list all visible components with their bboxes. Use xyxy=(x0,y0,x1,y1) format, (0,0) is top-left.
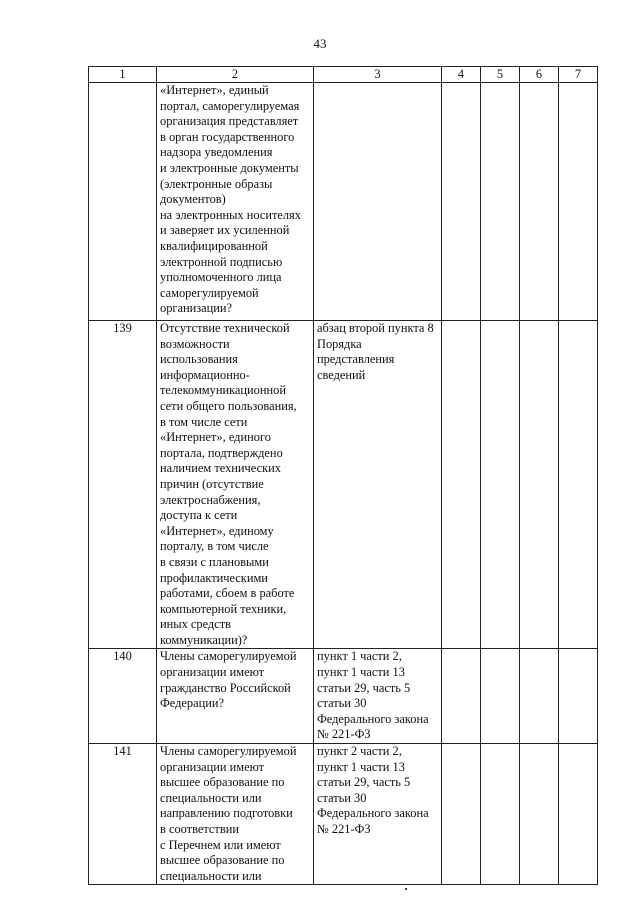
header-cell-3: 3 xyxy=(314,67,442,83)
answer-cell xyxy=(442,744,481,885)
answer-cell xyxy=(520,744,559,885)
answer-cell xyxy=(442,83,481,321)
answer-cell xyxy=(442,649,481,744)
question-cell: «Интернет», единый портал, саморегулируемая организация представляет в орган государственного надзора уведомления и электронные документы (электронные образы документов) на электронных носителях и заверяет их усиленной квалифицированной электронной подписью уполномоченного лица саморегулируемой организации? xyxy=(157,83,314,321)
header-row xyxy=(89,67,598,83)
checklist-table xyxy=(88,66,598,885)
answer-cell xyxy=(481,649,520,744)
row-number: 139 xyxy=(89,321,157,649)
header-cell-6: 6 xyxy=(520,67,559,83)
header-cell-5: 5 xyxy=(481,67,520,83)
answer-cell xyxy=(559,83,598,321)
answer-cell xyxy=(442,321,481,649)
answer-cell xyxy=(481,744,520,885)
table-row xyxy=(89,744,598,885)
answer-cell xyxy=(520,321,559,649)
page-number: 43 xyxy=(313,36,327,51)
table-row xyxy=(89,83,598,321)
row-number xyxy=(89,83,157,321)
header-cell-4: 4 xyxy=(442,67,481,83)
answer-cell xyxy=(559,744,598,885)
reference-cell: пункт 1 части 2, пункт 1 части 13 статьи 29, часть 5 статьи 30 Федерального закона № 221-ФЗ xyxy=(314,649,442,744)
reference-cell xyxy=(314,83,442,321)
reference-cell: абзац второй пункта 8 Порядка представления сведений xyxy=(314,321,442,649)
row-number: 140 xyxy=(89,649,157,744)
question-cell: Отсутствие технической возможности использования информационно- телекоммуникационной сети общего пользования, в том числе сети «Интернет», единого портала, подтверждено наличием технических причин (отсутствие электроснабжения, доступа к сети «Интернет», единому порталу, в том числе в связи с плановыми профилактическими работами, сбоем в работе компьютерной техники, иных средств коммуникации)? xyxy=(157,321,314,649)
table-row xyxy=(89,321,598,649)
header-cell-2: 2 xyxy=(157,67,314,83)
answer-cell xyxy=(520,83,559,321)
question-cell: Члены саморегулируемой организации имеют высшее образование по специальности или направлению подготовки в соответствии с Перечнем или имеют высшее образование по специальности или xyxy=(157,744,314,885)
row-number: 141 xyxy=(89,744,157,885)
table-row xyxy=(89,649,598,744)
answer-cell xyxy=(559,321,598,649)
header-cell-1: 1 xyxy=(89,67,157,83)
answer-cell xyxy=(520,649,559,744)
scan-speck xyxy=(405,888,407,890)
reference-cell: пункт 2 части 2, пункт 1 части 13 статьи 29, часть 5 статьи 30 Федерального закона № 221-ФЗ xyxy=(314,744,442,885)
answer-cell xyxy=(559,649,598,744)
header-cell-7: 7 xyxy=(559,67,598,83)
answer-cell xyxy=(481,321,520,649)
question-cell: Члены саморегулируемой организации имеют гражданство Российской Федерации? xyxy=(157,649,314,744)
answer-cell xyxy=(481,83,520,321)
